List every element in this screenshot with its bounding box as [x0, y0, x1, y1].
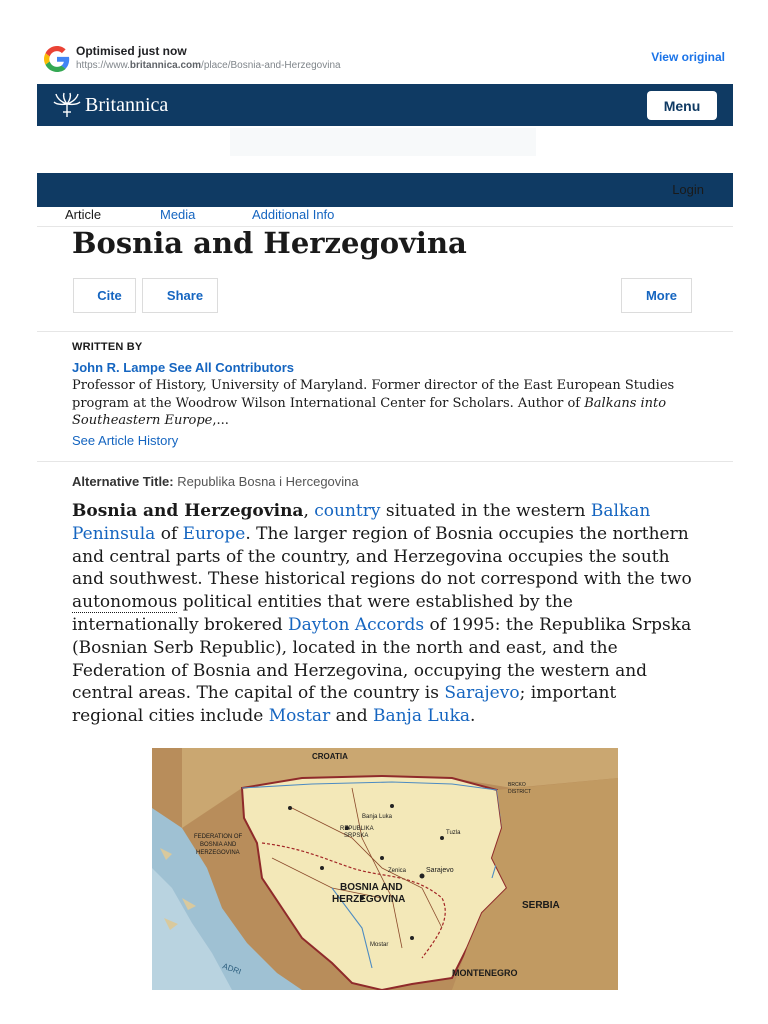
- bosnia-map: [152, 748, 618, 990]
- page-url: https://www.britannica.com/place/Bosnia-and-Herzegovina: [76, 60, 341, 71]
- map-label-sarajevo: Sarajevo: [426, 867, 454, 874]
- map-label-republika-1: REPUBLIKA: [340, 826, 374, 832]
- lead-term: Bosnia and Herzegovina: [72, 501, 304, 521]
- page-title: Bosnia and Herzegovina: [72, 226, 467, 260]
- map-label-federation-1: FEDERATION OF: [194, 834, 243, 840]
- author-bio: Professor of History, University of Maryland. Former director of the East European Studies program at the Woodrow Wilson International Center for Scholars. Author of Balkans into Southeastern Europe,...: [72, 378, 675, 428]
- map-label-federation-3: HERZEGOVINA: [196, 850, 240, 856]
- tab-article[interactable]: Article: [65, 207, 102, 222]
- link-mostar[interactable]: Mostar: [268, 706, 331, 727]
- link-balkan-peninsula[interactable]: Balkan Peninsula: [72, 501, 651, 544]
- optimised-banner: [0, 0, 768, 84]
- map-label-brcko-2: DISTRICT: [508, 789, 532, 795]
- more-button[interactable]: More: [621, 278, 692, 313]
- ad-placeholder: [230, 128, 536, 156]
- map-label-montenegro: MONTENEGRO: [452, 968, 518, 978]
- map-label-brcko-1: BRCKO: [508, 782, 526, 788]
- map-label-federation-2: BOSNIA AND: [200, 842, 237, 848]
- view-original-link[interactable]: View original: [651, 50, 725, 64]
- map-label-serbia: SERBIA: [522, 900, 560, 911]
- map-label-sea: ADRI: [221, 961, 243, 977]
- brand-name: Britannica: [85, 93, 169, 116]
- map-label-tuzla: Tuzla: [446, 830, 461, 836]
- site-header: [37, 84, 733, 126]
- article-history-link[interactable]: See Article History: [72, 433, 179, 448]
- link-europe[interactable]: Europe: [182, 523, 246, 544]
- written-by-label: WRITTEN BY: [72, 341, 143, 353]
- cite-button[interactable]: Cite: [73, 278, 136, 313]
- map-label-croatia: CROATIA: [312, 752, 348, 761]
- link-dayton-accords[interactable]: Dayton Accords: [288, 614, 425, 635]
- thistle-icon: [53, 92, 81, 118]
- tab-additional-info[interactable]: Additional Info: [252, 207, 335, 222]
- optimised-title: Optimised just now: [76, 44, 187, 58]
- map-image[interactable]: [152, 748, 618, 990]
- link-banja-luka[interactable]: Banja Luka: [372, 706, 471, 727]
- divider: [37, 331, 733, 332]
- map-label-bosnia-2: HERZEGOVINA: [332, 894, 406, 905]
- map-label-banja-luka: Banja Luka: [362, 814, 393, 820]
- divider: [37, 461, 733, 462]
- link-sarajevo[interactable]: Sarajevo: [444, 683, 520, 704]
- article-paragraph: Bosnia and Herzegovina, country situated in the western Balkan Peninsula of Europe. The larger region of Bosnia occupies the northern and central parts of the country, and Herzegovina occupies the south and southwest. These historical regions do not correspond with the two autonomous political entities that were established by the internationally brokered Dayton Accords of 1995: the Republika Srpska (Bosnian Serb Republic), located in the north and east, and the Federation of Bosnia and Herzegovina, occupying the western and central areas. The capital of the country is Sarajevo; important regional cities include Mostar and Banja Luka.: [72, 501, 692, 727]
- account-bar: [37, 173, 733, 207]
- menu-button[interactable]: Menu: [647, 91, 717, 120]
- map-label-zenica: Zenica: [388, 868, 407, 874]
- article-tabs: [37, 207, 733, 227]
- alternative-title: Alternative Title: Republika Bosna i Hercegovina: [72, 474, 359, 489]
- link-country[interactable]: country: [314, 501, 381, 521]
- map-label-bosnia-1: BOSNIA AND: [340, 882, 403, 893]
- login-link[interactable]: Login: [672, 182, 704, 197]
- author-link[interactable]: John R. Lampe See All Contributors: [72, 360, 294, 375]
- map-label-mostar: Mostar: [370, 942, 389, 948]
- map-label-republika-2: SRPSKA: [344, 833, 369, 839]
- google-logo-icon: [44, 46, 70, 72]
- book-title: Balkans into Southeastern Europe: [72, 395, 667, 428]
- share-button[interactable]: Share: [142, 278, 218, 313]
- definition-autonomous[interactable]: autonomous: [72, 592, 178, 613]
- tab-media[interactable]: Media: [160, 207, 196, 222]
- britannica-logo[interactable]: [53, 92, 168, 118]
